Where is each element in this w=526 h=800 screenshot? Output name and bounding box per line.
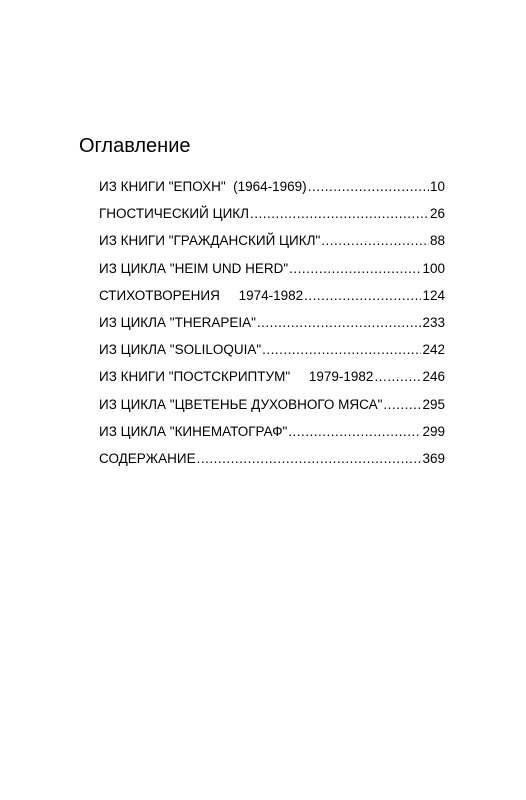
toc-entry-page: 233 (422, 314, 445, 330)
toc-entry-label: ИЗ КНИГИ "ПОСТСКРИПТУМ" 1979-1982 (99, 369, 374, 385)
toc-entry-label: ИЗ КНИГИ "ЕПОХН" (1964-1969) (99, 179, 307, 194)
toc-entry-page: 295 (422, 396, 445, 412)
toc-entry[interactable] (99, 287, 445, 314)
toc-entry-label: ИЗ ЦИКЛА "КИНЕМАТОГРАФ" (99, 423, 288, 439)
toc-entry-page: 88 (429, 233, 445, 249)
toc-dot-leader (289, 260, 421, 278)
toc-entry[interactable] (99, 178, 445, 205)
toc-title: Оглавление (79, 135, 191, 157)
toc-dot-leader (250, 205, 429, 223)
toc-entry-page: 242 (422, 342, 445, 358)
toc-entry[interactable] (99, 423, 445, 450)
toc-entry-label: СТИХОТВОРЕНИЯ 1974-1982 (99, 287, 304, 303)
toc-entry-label: ИЗ ЦИКЛА "THERAPEIA" (99, 314, 256, 330)
toc-entry-page: 246 (422, 369, 445, 385)
toc-dot-leader (374, 368, 421, 386)
toc-dot-leader (321, 232, 429, 250)
toc-dot-leader (257, 314, 422, 332)
toc-entry[interactable] (99, 260, 445, 287)
toc-dot-leader (383, 396, 421, 414)
toc-entry[interactable] (99, 450, 445, 477)
toc-dot-leader (262, 341, 421, 359)
toc-dot-leader (308, 178, 429, 196)
toc-entry[interactable] (99, 396, 445, 423)
toc-entry[interactable] (99, 314, 445, 341)
toc-entry-page: 10 (429, 179, 445, 194)
toc-entry-page: 124 (422, 287, 445, 303)
toc-entry[interactable] (99, 368, 445, 395)
toc-entry-page: 369 (422, 450, 445, 466)
toc-entry-label: ИЗ ЦИКЛА "SOLILOQUIA" (99, 342, 262, 358)
toc-entry-label: СОДЕРЖАНИЕ (99, 450, 196, 466)
toc-entry[interactable] (99, 232, 445, 259)
toc-dot-leader (288, 423, 421, 441)
toc-entry-label: ИЗ ЦИКЛА "ЦВЕТЕНЬЕ ДУХОВНОГО МЯСА" (99, 396, 383, 412)
toc-entry-page: 26 (429, 206, 445, 222)
toc-dot-leader (197, 450, 422, 468)
toc-entry-label: ГНОСТИЧЕСКИЙ ЦИКЛ (99, 206, 249, 222)
toc-entry[interactable] (99, 205, 445, 232)
toc-entry-page: 299 (422, 423, 445, 439)
toc-dot-leader (304, 287, 421, 305)
toc-list (99, 178, 445, 477)
toc-entry-label: ИЗ КНИГИ "ГРАЖДАНСКИЙ ЦИКЛ" (99, 233, 321, 249)
toc-entry-page: 100 (422, 260, 445, 276)
toc-entry-label: ИЗ ЦИКЛА "HEIM UND HERD" (99, 260, 289, 276)
toc-entry[interactable] (99, 341, 445, 368)
